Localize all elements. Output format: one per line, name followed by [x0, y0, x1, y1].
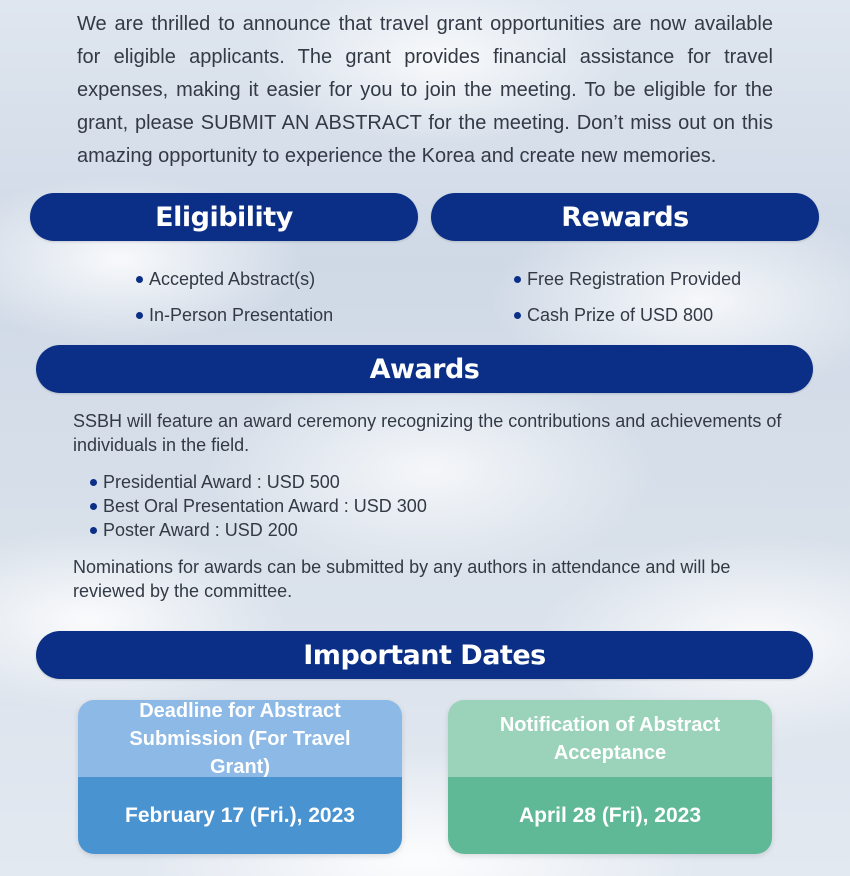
nominations-text: Nominations for awards can be submitted by any authors in attendance and will be reviewed by the committee.: [73, 557, 731, 601]
list-item: Best Oral Presentation Award : USD 300: [90, 494, 427, 518]
rewards-title: Rewards: [561, 201, 689, 233]
important-dates-heading: [36, 631, 813, 679]
awards-heading: [36, 345, 813, 393]
list-item: In-Person Presentation: [136, 297, 333, 333]
eligibility-title: Eligibility: [155, 201, 293, 233]
abstract-deadline-card: [78, 700, 402, 854]
rewards-heading: [431, 193, 819, 241]
intro-paragraph: We are thrilled to announce that travel grant opportunities are now available for eligible applicants. The grant provides financial assistance for travel expenses, making it easier for you to join the meeting. To be eligible for the grant, please SUBMIT AN ABSTRACT for the meeting. Don’t miss out on this amazing opportunity to experience the Korea and create new memories.: [77, 13, 773, 167]
bullet-icon: [90, 479, 97, 486]
list-item: Cash Prize of USD 800: [514, 297, 741, 333]
notification-card: [448, 700, 772, 854]
eligibility-list: [136, 261, 333, 333]
list-item: Presidential Award : USD 500: [90, 470, 427, 494]
rewards-list: [514, 261, 741, 333]
bullet-icon: [90, 527, 97, 534]
card-label: Notification of Abstract Acceptance: [448, 700, 772, 777]
awards-title: Awards: [369, 353, 480, 385]
bullet-icon: [90, 503, 97, 510]
bullet-icon: [136, 312, 143, 319]
list-item: Free Registration Provided: [514, 261, 741, 297]
list-item: Accepted Abstract(s): [136, 261, 333, 297]
bullet-icon: [136, 276, 143, 283]
eligibility-heading: [30, 193, 418, 241]
list-item: Poster Award : USD 200: [90, 518, 427, 542]
awards-description: SSBH will feature an award ceremony recognizing the contributions and achievements of individuals in the field.: [73, 411, 782, 455]
awards-list: [90, 470, 427, 542]
bullet-icon: [514, 276, 521, 283]
card-date: April 28 (Fri), 2023: [448, 777, 772, 854]
bullet-icon: [514, 312, 521, 319]
important-dates-title: Important Dates: [303, 639, 546, 671]
card-date: February 17 (Fri.), 2023: [78, 777, 402, 854]
card-label: Deadline for Abstract Submission (For Travel Grant): [78, 700, 402, 777]
